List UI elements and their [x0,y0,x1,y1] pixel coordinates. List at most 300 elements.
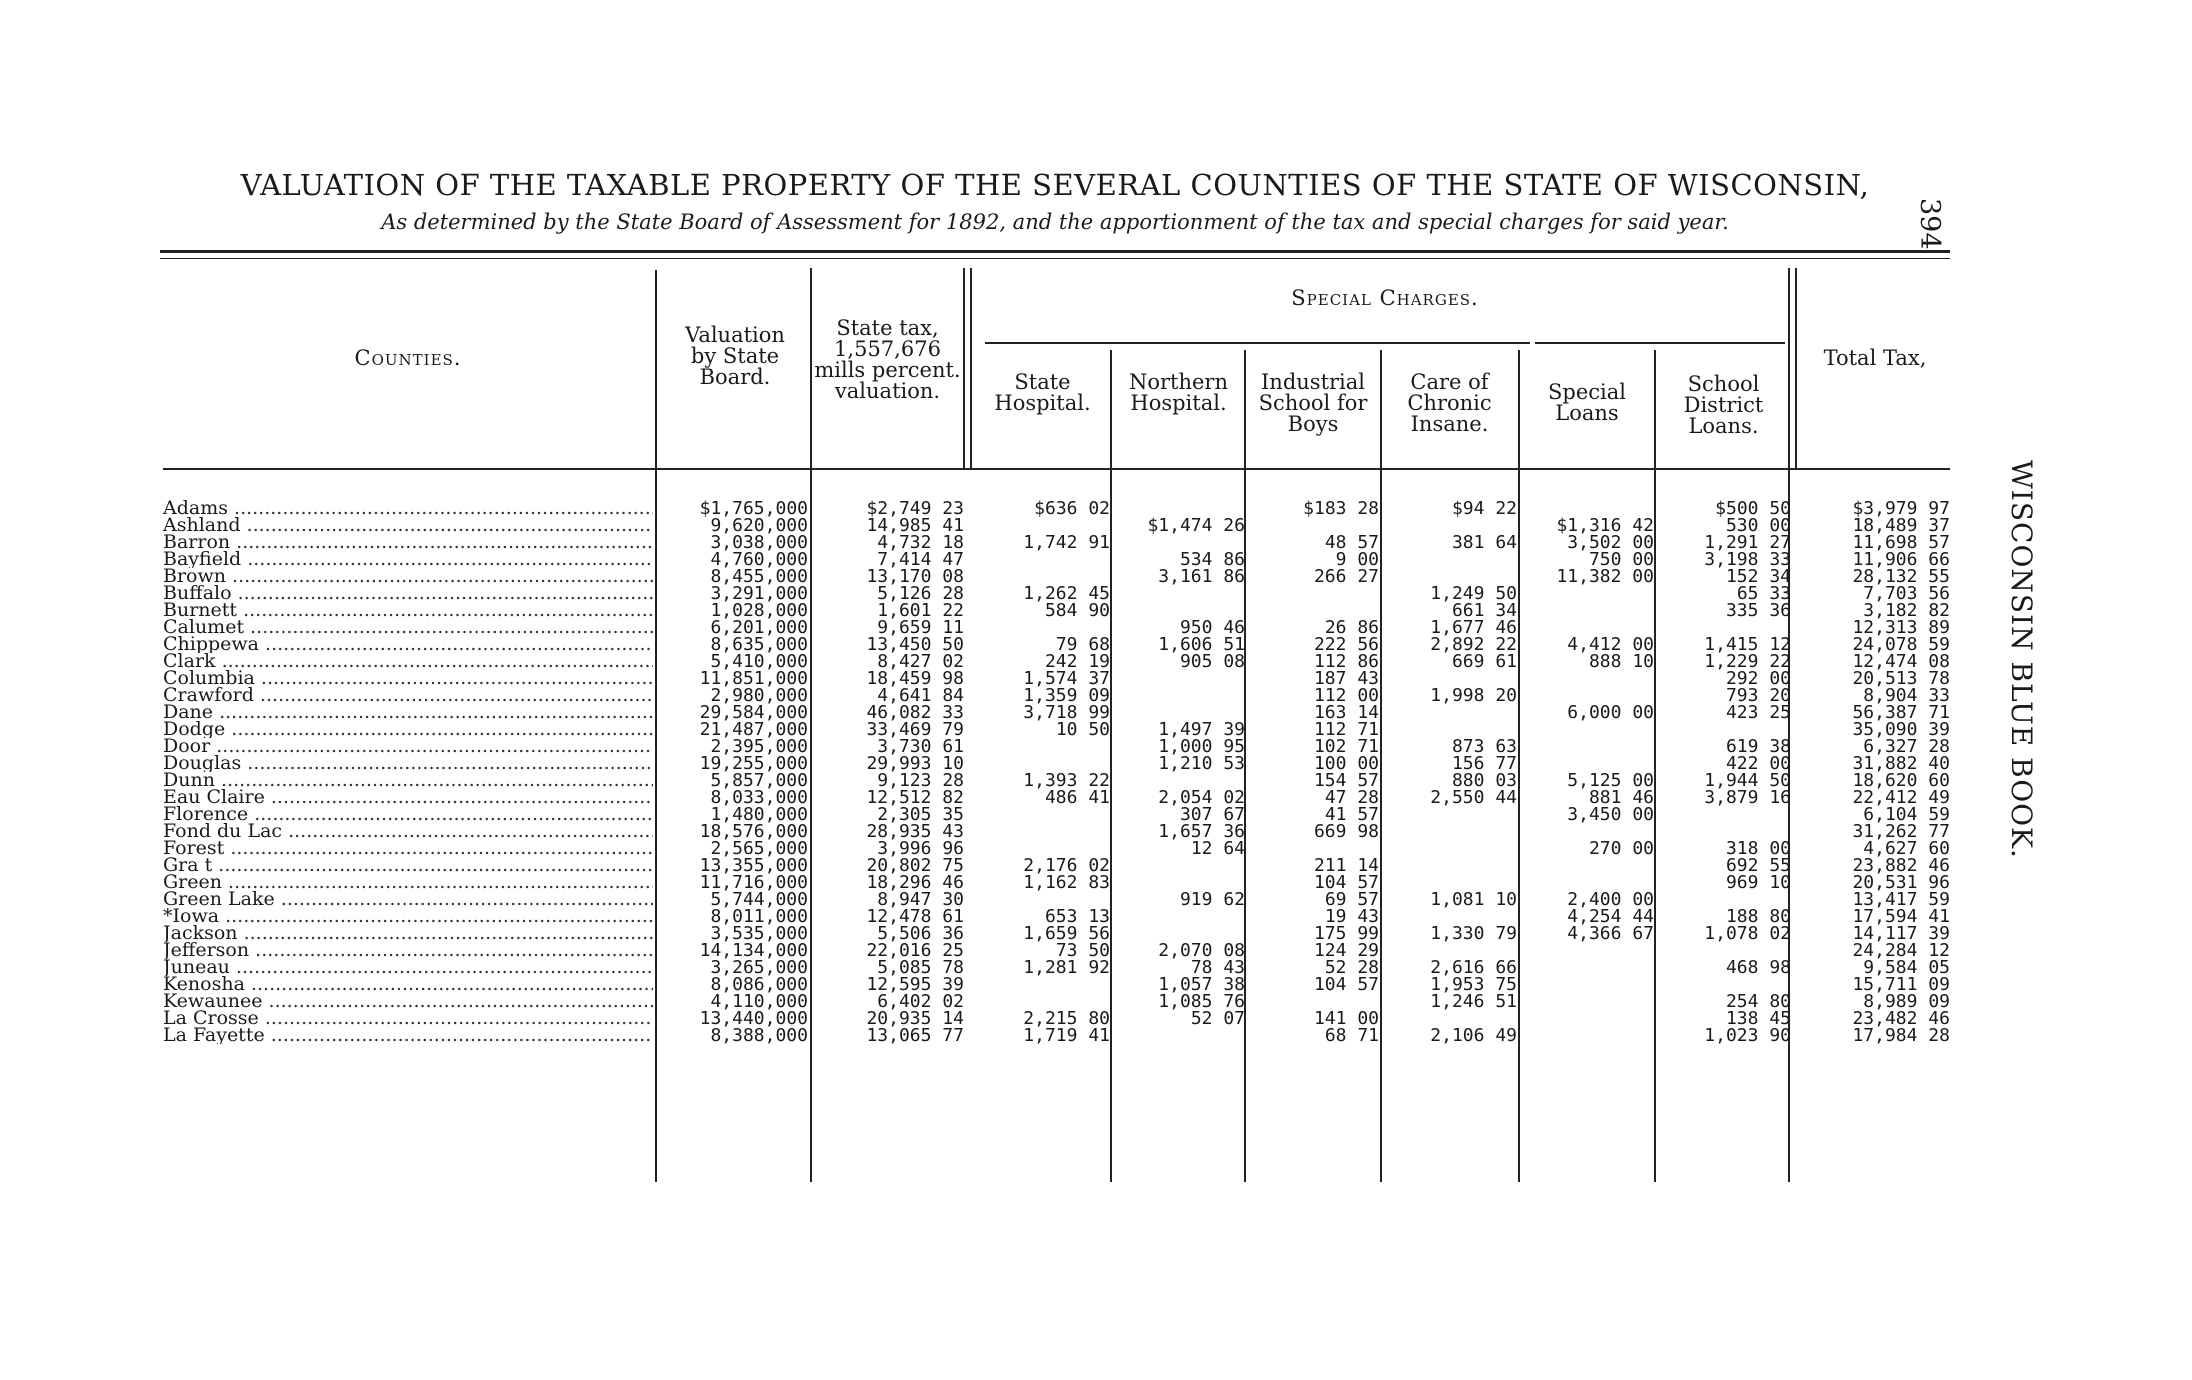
industrial-school-cell: 41 57 [1324,804,1379,825]
special-loans-cell: 3,502 00 [1567,532,1654,553]
header-state-tax-line: valuation. [834,379,941,403]
state-hospital-cell: 584 90 [1044,600,1110,621]
county-name: Green Lake ..... [163,891,653,908]
county-name: Door ..... [163,738,653,755]
table-row [0,772,1950,789]
header-chronic-insane-line: Insane. [1410,412,1489,436]
industrial-school-cell: 9 00 [1335,549,1379,570]
table-row [0,704,1950,721]
total-tax-cell: 17,984 28 [1852,1025,1950,1046]
total-tax-cell: 22,412 49 [1852,787,1950,808]
header-state-hospital-line: State [1014,370,1071,394]
valuation-cell: 6,201,000 [710,617,808,638]
special-loans-cell: $1,316 42 [1556,515,1654,536]
total-tax-cell: 11,698 57 [1852,532,1950,553]
industrial-school-cell: 102 71 [1313,736,1379,757]
northern-hospital-cell: 905 08 [1179,651,1245,672]
county-name: Chippewa ..... [163,636,653,653]
industrial-school-cell: 69 57 [1324,889,1379,910]
header-valuation-line: Valuation [685,323,785,347]
valuation-cell: 13,355,000 [699,855,808,876]
valuation-cell: 5,410,000 [710,651,808,672]
state-tax-cell: 3,996 96 [877,838,964,859]
table-row [0,857,1950,874]
chronic-insane-cell: 1,330 79 [1430,923,1517,944]
state-hospital-cell: 1,262 45 [1023,583,1110,604]
state-hospital-cell: 242 19 [1044,651,1110,672]
school-loans-cell: 619 38 [1725,736,1791,757]
county-name: Calumet ..... [163,619,653,636]
school-loans-cell: 1,415 12 [1704,634,1791,655]
northern-hospital-cell: 12 64 [1190,838,1245,859]
total-tax-cell: 24,078 59 [1852,634,1950,655]
school-loans-cell: 138 45 [1725,1008,1791,1029]
state-tax-cell: 12,512 82 [866,787,964,808]
header-school-loans-line: School [1687,372,1760,396]
total-tax-cell: 3,182 82 [1863,600,1950,621]
school-loans-cell: 292 00 [1725,668,1791,689]
northern-hospital-cell: 2,070 08 [1158,940,1245,961]
header-industrial-school [1246,372,1380,435]
industrial-school-cell: 100 00 [1313,753,1379,774]
school-loans-cell: 793 20 [1725,685,1791,706]
state-hospital-cell: 2,176 02 [1023,855,1110,876]
county-name: Bayfield ..... [163,551,653,568]
state-tax-cell: 13,065 77 [866,1025,964,1046]
northern-hospital-cell: 78 43 [1190,957,1245,978]
northern-hospital-cell: 1,085 76 [1158,991,1245,1012]
state-tax-cell: 18,296 46 [866,872,964,893]
chronic-insane-cell: 873 63 [1451,736,1517,757]
valuation-cell: 1,028,000 [710,600,808,621]
header-state-tax-line: 1,557,676 [834,337,941,361]
chronic-insane-cell: 2,616 66 [1430,957,1517,978]
county-name: Juneau ..... [163,959,653,976]
county-name: Dane ..... [163,704,653,721]
state-hospital-cell: 79 68 [1055,634,1110,655]
chronic-insane-cell: 1,677 46 [1430,617,1517,638]
table-row [0,976,1950,993]
loans-rule [1535,342,1785,344]
total-tax-cell: 23,482 46 [1852,1008,1950,1029]
state-tax-cell: 22,016 25 [866,940,964,961]
valuation-cell: 8,033,000 [710,787,808,808]
table-row [0,840,1950,857]
valuation-cell: 5,744,000 [710,889,808,910]
header-industrial-school-line: Boys [1287,412,1339,436]
industrial-school-cell: 52 28 [1324,957,1379,978]
northern-hospital-cell: 1,606 51 [1158,634,1245,655]
northern-hospital-cell: $1,474 26 [1147,515,1245,536]
state-tax-cell: 20,935 14 [866,1008,964,1029]
county-name: La Crosse ..... [163,1010,653,1027]
northern-hospital-cell: 1,210 53 [1158,753,1245,774]
county-name: Gra t ..... [163,857,653,874]
valuation-cell: 4,760,000 [710,549,808,570]
table-row [0,551,1950,568]
northern-hospital-cell: 2,054 02 [1158,787,1245,808]
school-loans-cell: 423 25 [1725,702,1791,723]
total-tax-cell: 14,117 39 [1852,923,1950,944]
industrial-school-cell: 68 71 [1324,1025,1379,1046]
county-name: Barron ..... [163,534,653,551]
state-hospital-cell: 1,281 92 [1023,957,1110,978]
school-loans-cell: 188 80 [1725,906,1791,927]
state-hospital-cell: 3,718 99 [1023,702,1110,723]
state-tax-cell: 9,659 11 [877,617,964,638]
table-row [0,806,1950,823]
state-tax-cell: 3,730 61 [877,736,964,757]
table-row [0,891,1950,908]
chronic-insane-cell: 661 34 [1451,600,1517,621]
table-row [0,585,1950,602]
header-state-hospital [975,372,1110,414]
northern-hospital-cell: 1,497 39 [1158,719,1245,740]
state-hospital-cell: 10 50 [1055,719,1110,740]
industrial-school-cell: 175 99 [1313,923,1379,944]
total-tax-cell: 8,989 09 [1863,991,1950,1012]
special-loans-cell: 881 46 [1588,787,1654,808]
total-tax-cell: 35,090 39 [1852,719,1950,740]
chronic-insane-cell: 156 77 [1451,753,1517,774]
special-loans-cell: 5,125 00 [1567,770,1654,791]
state-tax-cell: 6,402 02 [877,991,964,1012]
header-industrial-school-line: School for [1258,391,1368,415]
northern-hospital-cell: 1,000 95 [1158,736,1245,757]
state-tax-cell: 9,123 28 [877,770,964,791]
total-tax-cell: 31,882 40 [1852,753,1950,774]
valuation-cell: 14,134,000 [699,940,808,961]
school-loans-cell: $500 50 [1715,498,1791,519]
industrial-school-cell: 187 43 [1313,668,1379,689]
state-hospital-cell: 1,359 09 [1023,685,1110,706]
header-school-loans-line: District [1683,393,1764,417]
header-northern-hospital [1112,372,1245,414]
table-row [0,874,1950,891]
county-name: Columbia ..... [163,670,653,687]
header-total-tax: Total Tax, [1823,346,1927,370]
table-row [0,1010,1950,1027]
chronic-insane-cell: 1,246 51 [1430,991,1517,1012]
valuation-cell: 3,535,000 [710,923,808,944]
county-name: Brown ..... [163,568,653,585]
industrial-school-cell: $183 28 [1303,498,1379,519]
school-loans-cell: 468 98 [1725,957,1791,978]
school-loans-cell: 530 00 [1725,515,1791,536]
header-valuation [660,325,810,388]
county-name: Burnett ..... [163,602,653,619]
header-counties: Counties. [354,346,462,370]
header-valuation-line: by State [690,344,780,368]
school-loans-cell: 3,879 16 [1704,787,1791,808]
industrial-school-cell: 124 29 [1313,940,1379,961]
special-loans-cell: 3,450 00 [1567,804,1654,825]
school-loans-cell: 1,229 22 [1704,651,1791,672]
county-name: Adams ..... [163,500,653,517]
valuation-cell: 1,480,000 [710,804,808,825]
industrial-school-cell: 112 71 [1313,719,1379,740]
valuation-cell: 8,455,000 [710,566,808,587]
table-row [0,653,1950,670]
special-loans-cell: 2,400 00 [1567,889,1654,910]
northern-hospital-cell: 534 86 [1179,549,1245,570]
valuation-cell: 2,565,000 [710,838,808,859]
running-header: WISCONSIN BLUE BOOK. [2005,460,2038,859]
total-tax-cell: 15,711 09 [1852,974,1950,995]
valuation-cell: 8,388,000 [710,1025,808,1046]
table-row [0,925,1950,942]
county-name: Douglas ..... [163,755,653,772]
industrial-school-cell: 112 86 [1313,651,1379,672]
top-rule-thick [160,250,1950,253]
industrial-school-cell: 669 98 [1313,821,1379,842]
table-row [0,908,1950,925]
industrial-school-cell: 211 14 [1313,855,1379,876]
county-name: Kewaunee ..... [163,993,653,1010]
school-loans-cell: 1,078 02 [1704,923,1791,944]
table-row [0,1027,1950,1044]
header-chronic-insane-line: Care of [1410,370,1489,394]
county-name: La Fayette ..... [163,1027,653,1044]
valuation-cell: 8,086,000 [710,974,808,995]
state-hospital-cell: 2,215 80 [1023,1008,1110,1029]
valuation-cell: 3,291,000 [710,583,808,604]
special-loans-cell: 750 00 [1588,549,1654,570]
state-tax-cell: 20,802 75 [866,855,964,876]
valuation-cell: 21,487,000 [699,719,808,740]
header-industrial-school-line: Industrial [1261,370,1365,394]
county-name: Kenosha ..... [163,976,653,993]
table-row [0,670,1950,687]
valuation-cell: 2,980,000 [710,685,808,706]
state-hospital-cell: 1,719 41 [1023,1025,1110,1046]
total-tax-cell: 18,620 60 [1852,770,1950,791]
industrial-school-cell: 266 27 [1313,566,1379,587]
valuation-cell: 11,851,000 [699,668,808,689]
state-hospital-cell: 1,742 91 [1023,532,1110,553]
school-loans-cell: 254 80 [1725,991,1791,1012]
valuation-cell: 9,620,000 [710,515,808,536]
school-loans-cell: 1,291 27 [1704,532,1791,553]
state-tax-cell: 2,305 35 [877,804,964,825]
col-divider [970,268,972,468]
header-state-tax-line: mills percent. [814,358,961,382]
table-row [0,636,1950,653]
header-state-hospital-line: Hospital. [994,391,1091,415]
county-name: Dodge ..... [163,721,653,738]
special-loans-cell: 888 10 [1588,651,1654,672]
col-divider [963,268,965,468]
top-rule-thin [160,258,1950,259]
page-title: VALUATION OF THE TAXABLE PROPERTY OF THE SEVERAL COUNTIES OF THE STATE OF WISCONSIN, [240,168,1870,202]
county-name: *Iowa ..... [163,908,653,925]
northern-hospital-cell: 919 62 [1179,889,1245,910]
table-row [0,823,1950,840]
valuation-cell: 29,584,000 [699,702,808,723]
header-special-loans [1520,382,1654,424]
northern-hospital-cell: 1,057 38 [1158,974,1245,995]
county-name: Crawford ..... [163,687,653,704]
school-loans-cell: 1,944 50 [1704,770,1791,791]
county-name: Green ..... [163,874,653,891]
state-hospital-cell: 73 50 [1055,940,1110,961]
header-chronic-insane-line: Chronic [1407,391,1492,415]
state-hospital-cell: 1,574 37 [1023,668,1110,689]
col-divider [1795,268,1797,468]
chronic-insane-cell: $94 22 [1451,498,1517,519]
county-name: Jefferson ..... [163,942,653,959]
school-loans-cell: 969 10 [1725,872,1791,893]
table-row [0,755,1950,772]
county-name: Forest ..... [163,840,653,857]
state-tax-cell: $2,749 23 [866,498,964,519]
table-row [0,500,1950,517]
county-name: Clark ..... [163,653,653,670]
header-northern-hospital-line: Northern [1128,370,1228,394]
table-row [0,517,1950,534]
table-row [0,602,1950,619]
state-tax-cell: 4,641 84 [877,685,964,706]
valuation-cell: 2,395,000 [710,736,808,757]
state-tax-cell: 14,985 41 [866,515,964,536]
special-loans-cell: 4,254 44 [1567,906,1654,927]
chronic-insane-cell: 1,998 20 [1430,685,1517,706]
chronic-insane-cell: 2,106 49 [1430,1025,1517,1046]
industrial-school-cell: 104 57 [1313,974,1379,995]
total-tax-cell: 7,703 56 [1863,583,1950,604]
chronic-insane-cell: 1,081 10 [1430,889,1517,910]
school-loans-cell: 1,023 90 [1704,1025,1791,1046]
valuation-cell: 19,255,000 [699,753,808,774]
industrial-school-cell: 112 00 [1313,685,1379,706]
northern-hospital-cell: 950 46 [1179,617,1245,638]
state-tax-cell: 12,595 39 [866,974,964,995]
header-state-tax [810,318,965,402]
school-loans-cell: 335 36 [1725,600,1791,621]
header-special-loans-line: Special [1548,380,1626,404]
industrial-school-cell: 154 57 [1313,770,1379,791]
total-tax-cell: 6,327 28 [1863,736,1950,757]
table-row [0,534,1950,551]
state-tax-cell: 5,506 36 [877,923,964,944]
county-name: Dunn ..... [163,772,653,789]
valuation-cell: 5,857,000 [710,770,808,791]
school-loans-cell: 422 00 [1725,753,1791,774]
table-row [0,721,1950,738]
total-tax-cell: 28,132 55 [1852,566,1950,587]
northern-hospital-cell: 1,657 36 [1158,821,1245,842]
chronic-insane-cell: 2,550 44 [1430,787,1517,808]
chronic-insane-cell: 1,953 75 [1430,974,1517,995]
industrial-school-cell: 19 43 [1324,906,1379,927]
special-loans-cell: 11,382 00 [1556,566,1654,587]
total-tax-cell: 56,387 71 [1852,702,1950,723]
school-loans-cell: 318 00 [1725,838,1791,859]
state-tax-cell: 46,082 33 [866,702,964,723]
chronic-insane-cell: 381 64 [1451,532,1517,553]
county-name: Jackson ..... [163,925,653,942]
county-name: Ashland ..... [163,517,653,534]
state-tax-cell: 8,427 02 [877,651,964,672]
state-hospital-cell: 1,393 22 [1023,770,1110,791]
total-tax-cell: $3,979 97 [1852,498,1950,519]
total-tax-cell: 23,882 46 [1852,855,1950,876]
total-tax-cell: 20,531 96 [1852,872,1950,893]
page-subtitle: As determined by the State Board of Assessment for 1892, and the apportionment of the tax and special charges for said year. [381,210,1729,234]
valuation-cell: 8,011,000 [710,906,808,927]
special-loans-cell: 4,366 67 [1567,923,1654,944]
industrial-school-cell: 47 28 [1324,787,1379,808]
total-tax-cell: 6,104 59 [1863,804,1950,825]
header-northern-hospital-line: Hospital. [1130,391,1227,415]
table-row [0,619,1950,636]
state-tax-cell: 8,947 30 [877,889,964,910]
industrial-school-cell: 48 57 [1324,532,1379,553]
total-tax-cell: 31,262 77 [1852,821,1950,842]
state-hospital-cell: 1,162 83 [1023,872,1110,893]
total-tax-cell: 12,313 89 [1852,617,1950,638]
table-row [0,687,1950,704]
school-loans-cell: 692 55 [1725,855,1791,876]
valuation-cell: $1,765,000 [699,498,808,519]
valuation-cell: 3,265,000 [710,957,808,978]
valuation-cell: 13,440,000 [699,1008,808,1029]
county-name: Florence ..... [163,806,653,823]
special-charges-rule [985,342,1530,344]
table-row [0,568,1950,585]
state-hospital-cell: 486 41 [1044,787,1110,808]
industrial-school-cell: 141 00 [1313,1008,1379,1029]
header-special-loans-line: Loans [1555,401,1619,425]
chronic-insane-cell: 1,249 50 [1430,583,1517,604]
header-school-loans-line: Loans. [1688,414,1759,438]
table-row [0,789,1950,806]
total-tax-cell: 13,417 59 [1852,889,1950,910]
table-row [0,942,1950,959]
state-hospital-cell: $636 02 [1034,498,1110,519]
industrial-school-cell: 26 86 [1324,617,1379,638]
state-tax-cell: 4,732 18 [877,532,964,553]
header-bottom-rule [163,468,1950,470]
page-number: 394 [1914,198,1945,250]
northern-hospital-cell: 307 67 [1179,804,1245,825]
northern-hospital-cell: 3,161 86 [1158,566,1245,587]
total-tax-cell: 11,906 66 [1852,549,1950,570]
total-tax-cell: 8,904 33 [1863,685,1950,706]
valuation-cell: 11,716,000 [699,872,808,893]
special-loans-cell: 270 00 [1588,838,1654,859]
header-state-tax-line: State tax, [836,316,939,340]
state-hospital-cell: 653 13 [1044,906,1110,927]
school-loans-cell: 152 34 [1725,566,1791,587]
chronic-insane-cell: 669 61 [1451,651,1517,672]
northern-hospital-cell: 52 07 [1190,1008,1245,1029]
state-tax-cell: 13,450 50 [866,634,964,655]
school-loans-cell: 65 33 [1736,583,1791,604]
header-special-charges: Special Charges. [1291,286,1479,310]
state-tax-cell: 5,126 28 [877,583,964,604]
total-tax-cell: 4,627 60 [1863,838,1950,859]
state-tax-cell: 18,459 98 [866,668,964,689]
school-loans-cell: 3,198 33 [1704,549,1791,570]
total-tax-cell: 9,584 05 [1863,957,1950,978]
state-tax-cell: 12,478 61 [866,906,964,927]
valuation-cell: 8,635,000 [710,634,808,655]
industrial-school-cell: 222 56 [1313,634,1379,655]
table-row [0,738,1950,755]
state-tax-cell: 33,469 79 [866,719,964,740]
valuation-cell: 4,110,000 [710,991,808,1012]
